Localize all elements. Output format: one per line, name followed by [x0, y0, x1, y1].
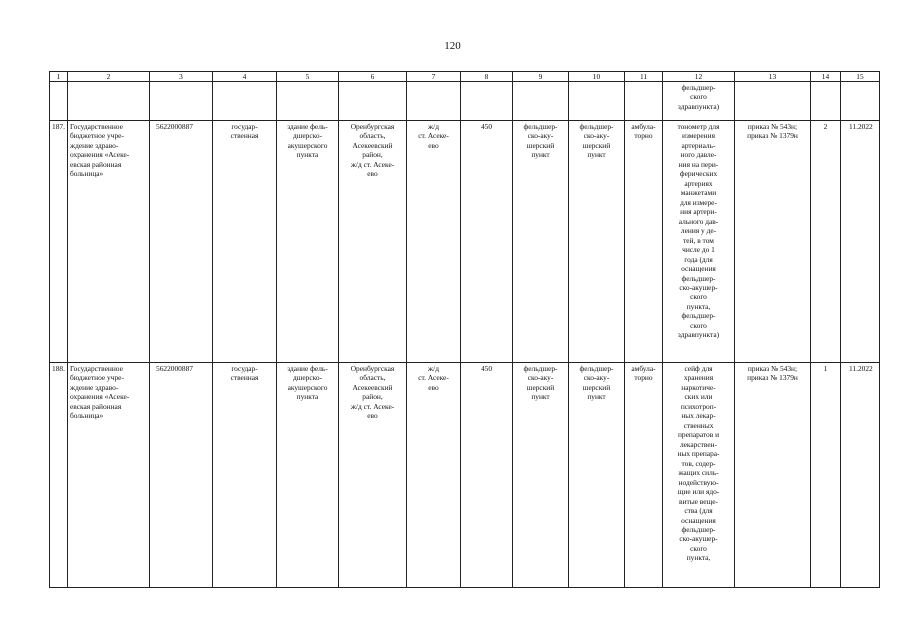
column-number: 2 [68, 72, 150, 82]
equipment-table [49, 71, 880, 588]
care-form: амбула- торно [625, 121, 663, 363]
settlement: ж/д ст. Асеке- ево [407, 363, 461, 588]
ownership-form: государ- ственная [213, 121, 277, 363]
table-cell [513, 82, 569, 121]
table-row [50, 363, 880, 588]
page-number: 120 [444, 40, 461, 52]
care-form: амбула- торно [625, 363, 663, 588]
table-cell [811, 82, 841, 121]
row-number: 187. [50, 121, 68, 363]
column-number: 3 [150, 72, 213, 82]
table-cell [50, 82, 68, 121]
column-number: 12 [663, 72, 735, 82]
table-cell [68, 82, 150, 121]
inn: 5622000887 [150, 121, 213, 363]
table-cell [569, 82, 625, 121]
table-cell [461, 82, 513, 121]
table-cell: фельдшер- ского здравпункта) [663, 82, 735, 121]
inn: 5622000887 [150, 363, 213, 588]
column-number: 4 [213, 72, 277, 82]
institution-name: Государственное бюджетное учре- ждение здраво- охранения «Асеке- евская районная больница» [68, 363, 150, 588]
table-cell [339, 82, 407, 121]
address: Оренбургская область, Асекеевский район, ж/д ст. Асеке- ево [339, 121, 407, 363]
building-type: здание фель- дшерско- акушерского пункта [277, 121, 339, 363]
table-cell [150, 82, 213, 121]
date: 11.2022 [841, 363, 880, 588]
institution-name: Государственное бюджетное учре- ждение здраво- охранения «Асеке- евская районная больница» [68, 121, 150, 363]
unit-type: фельдшер- ско-аку- шерский пункт [513, 363, 569, 588]
building-type: здание фель- дшерско- акушерского пункта [277, 363, 339, 588]
row-number: 188. [50, 363, 68, 588]
column-number: 13 [735, 72, 811, 82]
settlement: ж/д ст. Асеке- ево [407, 121, 461, 363]
column-number: 8 [461, 72, 513, 82]
column-number: 7 [407, 72, 461, 82]
unit-type: фельдшер- ско-аку- шерский пункт [569, 363, 625, 588]
column-number-row [50, 72, 880, 82]
table-cell [625, 82, 663, 121]
column-number: 14 [811, 72, 841, 82]
population: 450 [461, 121, 513, 363]
population: 450 [461, 363, 513, 588]
order-reference: приказ № 543н; приказ № 1379н [735, 363, 811, 588]
column-number: 6 [339, 72, 407, 82]
unit-type: фельдшер- ско-аку- шерский пункт [513, 121, 569, 363]
address: Оренбургская область, Асекеевский район, ж/д ст. Асеке- ево [339, 363, 407, 588]
column-number: 11 [625, 72, 663, 82]
table-cell [277, 82, 339, 121]
continuation-row [50, 82, 880, 121]
ownership-form: государ- ственная [213, 363, 277, 588]
table-cell [841, 82, 880, 121]
table-cell [213, 82, 277, 121]
column-number: 15 [841, 72, 880, 82]
column-number: 10 [569, 72, 625, 82]
date: 11.2022 [841, 121, 880, 363]
unit-type: фельдшер- ско-аку- шерский пункт [569, 121, 625, 363]
table-row [50, 121, 880, 363]
column-number: 5 [277, 72, 339, 82]
equipment-name: сейф для хранения наркотиче- ских или психотроп- ных лекар- ственных препаратов и лекарствен- ных препара- тов, содер- жащих силь- нодействую- щие или ядо- витые веще- ства (для оснащения фельдшер- ско-акушер- ского пункта, [663, 363, 735, 588]
column-number: 1 [50, 72, 68, 82]
table-cell [735, 82, 811, 121]
quantity: 2 [811, 121, 841, 363]
quantity: 1 [811, 363, 841, 588]
table-cell [407, 82, 461, 121]
equipment-name: тонометр для измерения артериаль- ного давле- ния на пери- ферических артериях манжетами для измере- ния артери- ального дав- ления у де- тей, в том числе до 1 года (для оснащения фельдшер- ско-акушер- ского пункта, фельдшер- ского здравпункта) [663, 121, 735, 363]
order-reference: приказ № 543н; приказ № 1379н [735, 121, 811, 363]
column-number: 9 [513, 72, 569, 82]
